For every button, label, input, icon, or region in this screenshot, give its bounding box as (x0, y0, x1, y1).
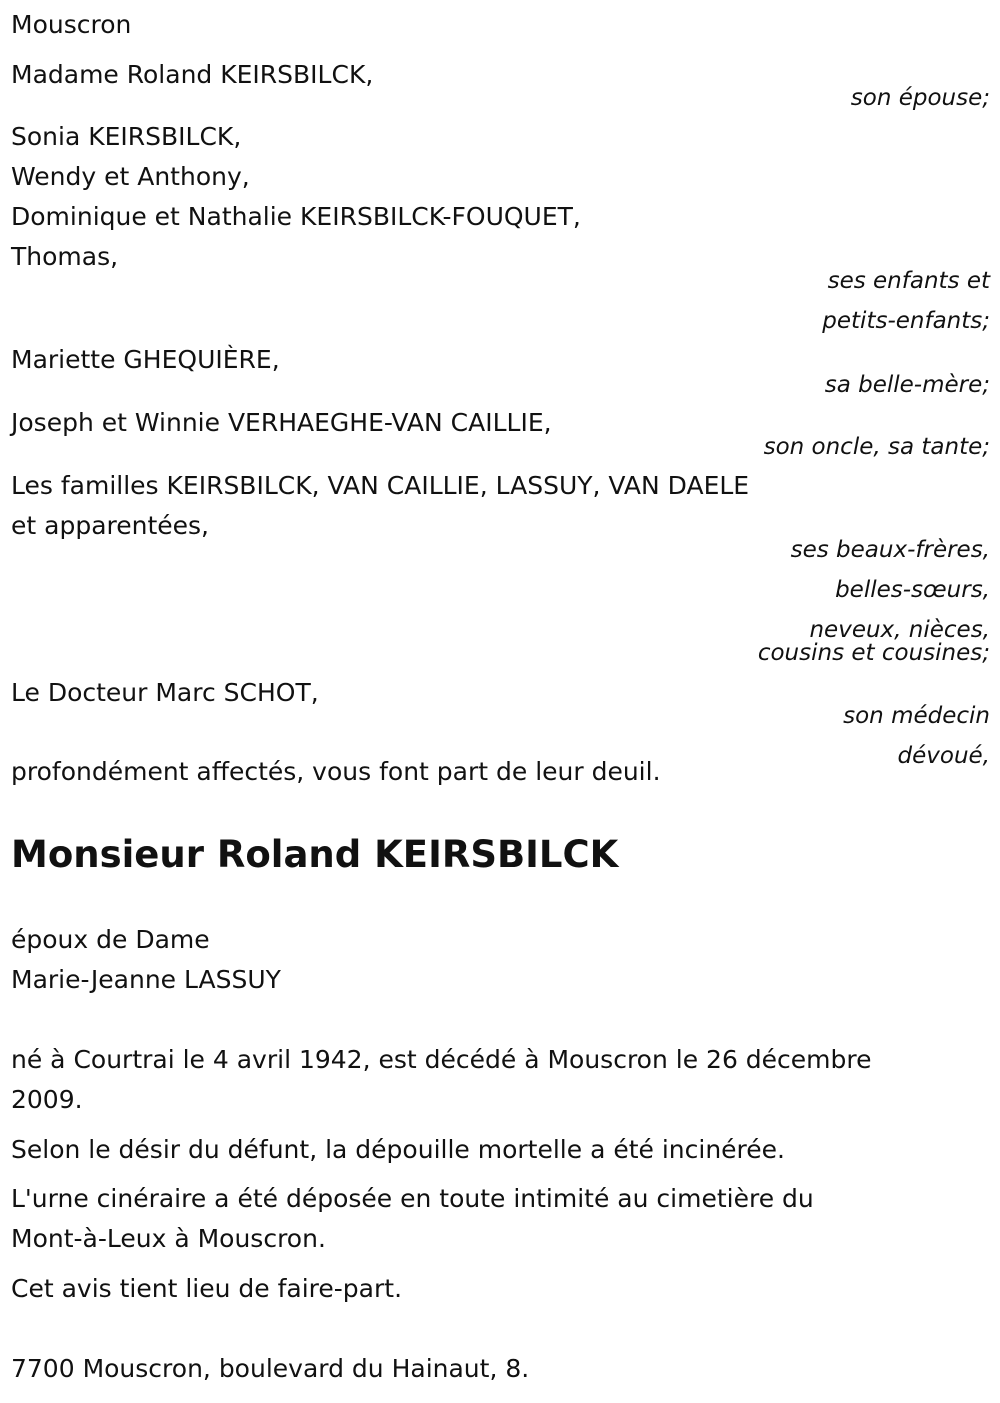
urn-text: L'urne cinéraire a été déposée en toute intimité au cimetière du (11, 1184, 814, 1213)
family-name: Madame Roland KEIRSBILCK, (11, 60, 374, 89)
address-text: 7700 Mouscron, boulevard du Hainaut, 8. (11, 1354, 530, 1383)
deceased-name: Monsieur Roland KEIRSBILCK (11, 833, 619, 876)
family-name: Joseph et Winnie VERHAEGHE-VAN CAILLIE, (11, 408, 552, 437)
family-name: Le Docteur Marc SCHOT, (11, 678, 319, 707)
family-relation: dévoué, (897, 743, 990, 769)
family-relation: petits-enfants; (822, 308, 990, 334)
family-relation: neveux, nièces, (809, 617, 990, 643)
family-relation: belles-sœurs, (835, 577, 990, 603)
family-name: Sonia KEIRSBILCK, (11, 122, 242, 151)
family-relation: cousins et cousines; (757, 640, 990, 666)
family-relation: son oncle, sa tante; (763, 434, 990, 460)
cremation-text: Selon le désir du défunt, la dépouille mortelle a été incinérée. (11, 1135, 785, 1164)
family-name: Dominique et Nathalie KEIRSBILCK-FOUQUET, (11, 202, 581, 231)
birth-death-text: 2009. (11, 1085, 83, 1114)
family-relation: son médecin (843, 703, 990, 729)
family-name: et apparentées, (11, 511, 209, 540)
family-name: Thomas, (11, 242, 119, 271)
spouse-line: époux de Dame (11, 925, 210, 954)
birth-death-text: né à Courtrai le 4 avril 1942, est décédé à Mouscron le 26 décembre (11, 1045, 872, 1074)
family-relation: son épouse; (850, 85, 990, 111)
notice-text: Cet avis tient lieu de faire-part. (11, 1274, 403, 1303)
spouse-line: Marie-Jeanne LASSUY (11, 965, 281, 994)
urn-text: Mont-à-Leux à Mouscron. (11, 1224, 326, 1253)
family-relation: sa belle-mère; (824, 372, 990, 398)
family-relation: ses enfants et (827, 268, 990, 294)
family-name: Mariette GHEQUIÈRE, (11, 345, 280, 374)
city-header: Mouscron (11, 10, 132, 39)
family-name: Wendy et Anthony, (11, 162, 250, 191)
family-name: Les familles KEIRSBILCK, VAN CAILLIE, LASSUY, VAN DAELE (11, 471, 750, 500)
family-relation: ses beaux-frères, (790, 537, 990, 563)
announcement-text: profondément affectés, vous font part de leur deuil. (11, 757, 661, 786)
